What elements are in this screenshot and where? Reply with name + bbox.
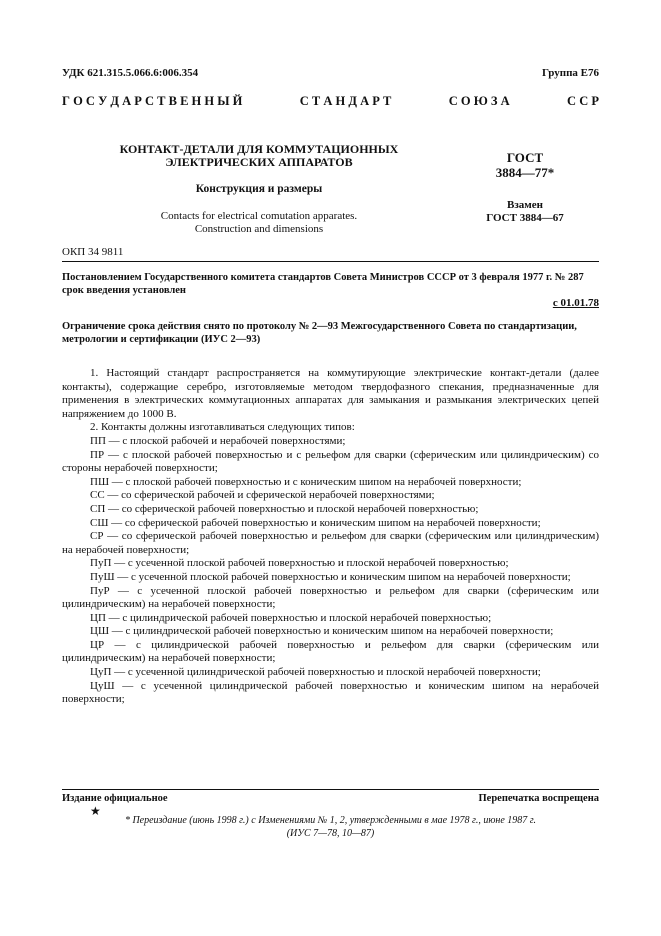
type-item: СС — со сферической рабочей и сферической нерабочей поверхностями;	[90, 489, 435, 502]
reprint-prohibited-label: Перепечатка воспрещена	[478, 793, 599, 804]
state-standard-banner	[62, 94, 599, 109]
english-title-line: Contacts for electrical comutation apparates.	[160, 210, 358, 222]
document-body	[62, 367, 599, 707]
english-title-line: Construction and dimensions	[194, 223, 324, 235]
type-item: ЦуП — с усеченной цилиндрической рабочей поверхностью и плоской нерабочей поверхности;	[90, 666, 541, 679]
body-paragraph: 1. Настоящий стандарт распространяется на коммутирующие электрические контакт-детали (далее контакты), содержащие серебро, изготовляемые методом твердофазного спекания, предназначенные для применения в электрических коммутационных аппаратах для замыкания и размыкания электрических цепей напряжением до 1000 В.	[62, 367, 599, 420]
decree-text: Постановлением Государственного комитета стандартов Совета Министров СССР от 3 февраля 1977 г. № 287 срок введения установлен	[62, 272, 584, 296]
english-title	[100, 210, 418, 236]
banner-word: Г О С У Д А Р С Т В Е Н Н Ы Й	[62, 94, 243, 108]
footer-divider	[62, 789, 599, 790]
effective-date: с 01.01.78	[552, 297, 599, 309]
type-item: СП — со сферической рабочей поверхностью и плоской нерабочей поверхностью;	[90, 502, 479, 515]
replaces-block	[470, 199, 580, 225]
type-item: ПуР — с усеченной плоской рабочей поверхностью и рельефом для сварки (сферическим или цилиндрическим) на нерабочей поверхности;	[62, 584, 599, 611]
type-item: СШ — со сферической рабочей поверхностью и коническим шипом на нерабочей поверхности;	[90, 516, 541, 529]
limit-note: Ограничение срока действия снято по протоколу № 2—93 Межгосударственного Совета по стандартизации, метрологии и сертификации (ИУС 2—93)	[62, 321, 577, 345]
banner-word: С С Р	[567, 94, 599, 108]
udk-code: УДК 621.315.5.066.6:006.354	[62, 67, 199, 79]
reissue-note-line: (ИУС 7—78, 10—87)	[286, 827, 375, 839]
type-item: СР — со сферической рабочей поверхностью и рельефом для сварки (сферическим или цилиндрическим) на нерабочей поверхности;	[62, 530, 599, 556]
title-line: КОНТАКТ-ДЕТАЛИ ДЛЯ КОММУТАЦИОННЫХ	[119, 142, 399, 156]
type-item: ПуШ — с усеченной плоской рабочей поверхностью и коническим шипом на нерабочей поверхности;	[90, 570, 571, 583]
type-item: ПуП — с усеченной плоской рабочей поверхностью и плоской нерабочей поверхностью;	[90, 557, 509, 570]
official-edition-label: Издание официальное	[62, 793, 168, 804]
document-subtitle: Конструкция и размеры	[195, 183, 323, 195]
okp-code: ОКП 34 9811	[62, 246, 124, 258]
star-icon: ★	[90, 804, 101, 818]
document-title	[100, 143, 418, 169]
banner-word: С Т А Н Д А Р Т	[299, 94, 392, 108]
gost-number: 3884—77*	[495, 165, 555, 180]
title-line: ЭЛЕКТРИЧЕСКИХ АППАРАТОВ	[165, 155, 353, 169]
type-item: ЦП — с цилиндрической рабочей поверхностью и плоской нерабочей поверхностью;	[90, 611, 492, 624]
type-item: ЦуШ — с усеченной цилиндрической рабочей поверхностью и коническим шипом на нерабочей поверхности;	[62, 679, 599, 706]
body-paragraph: 2. Контакты должны изготавливаться следующих типов:	[90, 421, 355, 434]
type-item: ПР — с плоской рабочей поверхностью и с рельефом для сварки (сферическим или цилиндрическим) со стороны нерабочей поверхности;	[62, 448, 599, 475]
reissue-note-line: * Переиздание (июнь 1998 г.) с Изменениями № 1, 2, утвержденными в мае 1978 г., июне 1987 г.	[124, 815, 537, 826]
divider	[62, 261, 599, 262]
gost-label: ГОСТ	[506, 150, 544, 165]
gost-number-block	[470, 150, 580, 180]
banner-word: С О Ю З А	[448, 94, 510, 108]
type-item: ЦШ — с цилиндрической рабочей поверхностью и коническим шипом на нерабочей поверхности;	[90, 625, 554, 638]
replaces-label: Взамен	[507, 199, 543, 211]
replaces-number: ГОСТ 3884—67	[486, 212, 564, 224]
group-code: Группа Е76	[541, 67, 599, 79]
reissue-note	[62, 815, 599, 840]
type-item: ПП — с плоской рабочей и нерабочей поверхностями;	[90, 434, 346, 447]
type-item: ЦР — с цилиндрической рабочей поверхностью и рельефом для сварки (сферическим или цилиндрическим) на нерабочей поверхности;	[62, 638, 599, 665]
type-item: ПШ — с плоской рабочей поверхностью и с коническим шипом на нерабочей поверхности;	[90, 475, 522, 488]
